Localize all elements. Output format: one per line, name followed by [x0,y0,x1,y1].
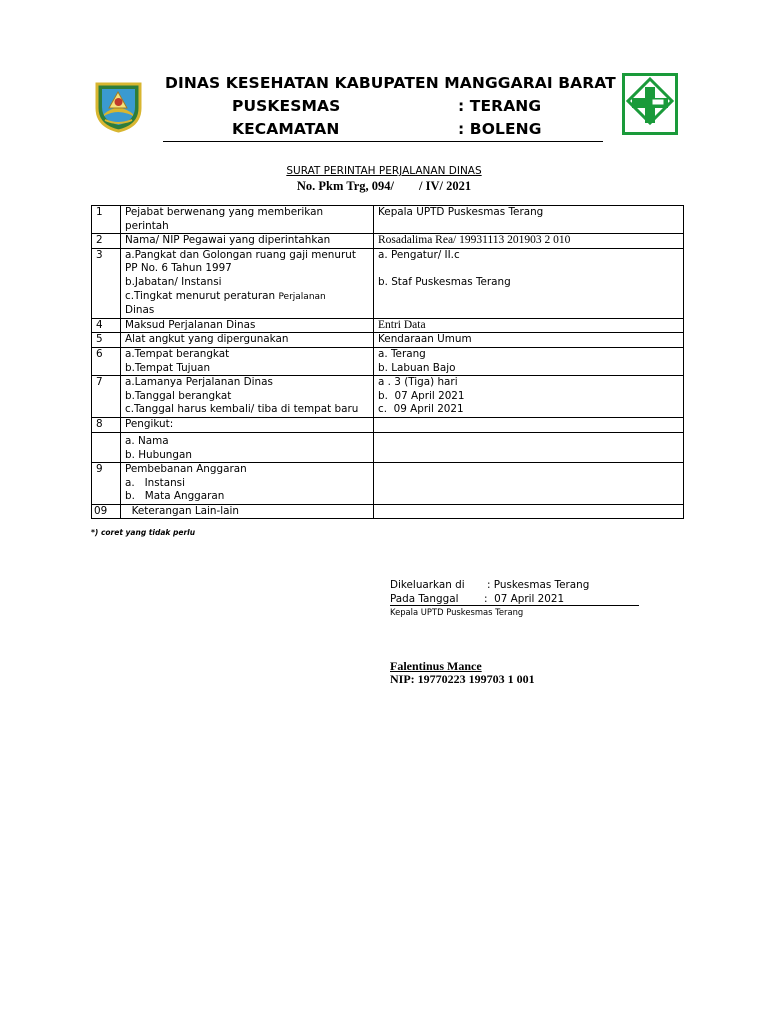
issued-at-value: : Puskesmas Terang [487,579,590,591]
row-value: b. 07 April 2021 [378,389,465,402]
table-row [92,318,684,333]
row-number [92,432,121,462]
row-value: b. Labuan Bajo [378,361,456,374]
table-row [92,417,684,432]
row-number: 2 [92,234,121,249]
row-value: Kepala UPTD Puskesmas Terang [374,206,684,234]
table-row [92,248,684,318]
signer-nip: NIP: 19770223 199703 1 001 [390,672,535,686]
issued-at-label: Dikeluarkan di [390,579,465,591]
row-label: b. Mata Anggaran [125,490,225,503]
table-row [92,234,684,249]
date-value: : 07 April 2021 [484,593,565,605]
row-value [374,417,684,432]
row-label: a. Instansi [125,476,185,489]
puskesmas-label: PUSKESMAS [232,97,341,115]
row-number: 9 [92,463,121,505]
row-label: Pengikut: [121,417,374,432]
row-number: 7 [92,376,121,418]
row-number: 1 [92,206,121,234]
kecamatan-label: KECAMATAN [232,120,340,138]
row-number: 4 [92,318,121,333]
puskesmas-logo [622,73,678,135]
row-label: Pejabat berwenang yang memberikan perintah [121,206,374,234]
row-value [374,432,684,462]
row-value: a. Terang [378,347,426,360]
row-label: a.Pangkat dan Golongan ruang gaji menurut PP No. 6 Tahun 1997 [125,248,356,275]
row-label: c.Tingkat menurut peraturan [125,289,276,302]
row-label: a.Lamanya Perjalanan Dinas [125,376,273,389]
row-label: Pembebanan Anggaran [125,463,247,476]
row-label: b.Tempat Tujuan [125,361,211,374]
table-row [92,347,684,375]
row-label: Nama/ NIP Pegawai yang diperintahkan [121,234,374,249]
table-row [92,504,684,519]
row-value: a . 3 (Tiga) hari [378,376,458,389]
signer-name: Falentinus Mance [390,659,482,673]
header-rule [163,141,603,142]
row-label: b. Hubungan [125,448,192,461]
row-value: a. Pengatur/ II.c [378,248,460,261]
date-underline [390,605,639,606]
regency-crest-logo [91,78,146,133]
footnote: *) coret yang tidak perlu [91,528,196,537]
row-number: 6 [92,347,121,375]
row-label: Perjalanan [278,291,326,302]
document-title: SURAT PERINTAH PERJALANAN DINAS [286,165,482,177]
row-value [374,463,684,505]
row-value: Kendaraan Umum [374,333,684,348]
travel-order-table [91,205,684,519]
row-label: Maksud Perjalanan Dinas [121,318,374,333]
row-number: 09 [92,504,121,519]
agency-title: DINAS KESEHATAN KABUPATEN MANGGARAI BARAT [165,74,616,92]
row-label: a. Nama [125,434,169,447]
row-label: c.Tanggal harus kembali/ tiba di tempat baru [125,403,359,416]
table-row [92,206,684,234]
row-number: 8 [92,417,121,432]
row-value: c. 09 April 2021 [378,403,464,416]
signer-position: Kepala UPTD Puskesmas Terang [390,607,524,617]
row-value [374,504,684,519]
row-label: Alat angkut yang dipergunakan [121,333,374,348]
row-label: b.Jabatan/ Instansi [125,275,222,288]
row-label: b.Tanggal berangkat [125,389,232,402]
table-row [92,333,684,348]
row-label: a.Tempat berangkat [125,347,230,360]
row-value: Entri Data [374,318,684,333]
row-number: 3 [92,248,121,318]
document-number: No. Pkm Trg, 094/ / IV/ 2021 [296,179,472,193]
row-label: Keterangan Lain-lain [121,504,374,519]
table-row [92,432,684,462]
row-value: b. Staf Puskesmas Terang [378,275,511,288]
table-row [92,376,684,418]
kecamatan-value: : BOLENG [458,120,542,138]
row-label: Dinas [125,304,155,317]
date-label: Pada Tanggal [390,593,459,605]
row-number: 5 [92,333,121,348]
table-row [92,463,684,505]
puskesmas-value: : TERANG [458,97,542,115]
row-value: Rosadalima Rea/ 19931113 201903 2 010 [374,234,684,249]
